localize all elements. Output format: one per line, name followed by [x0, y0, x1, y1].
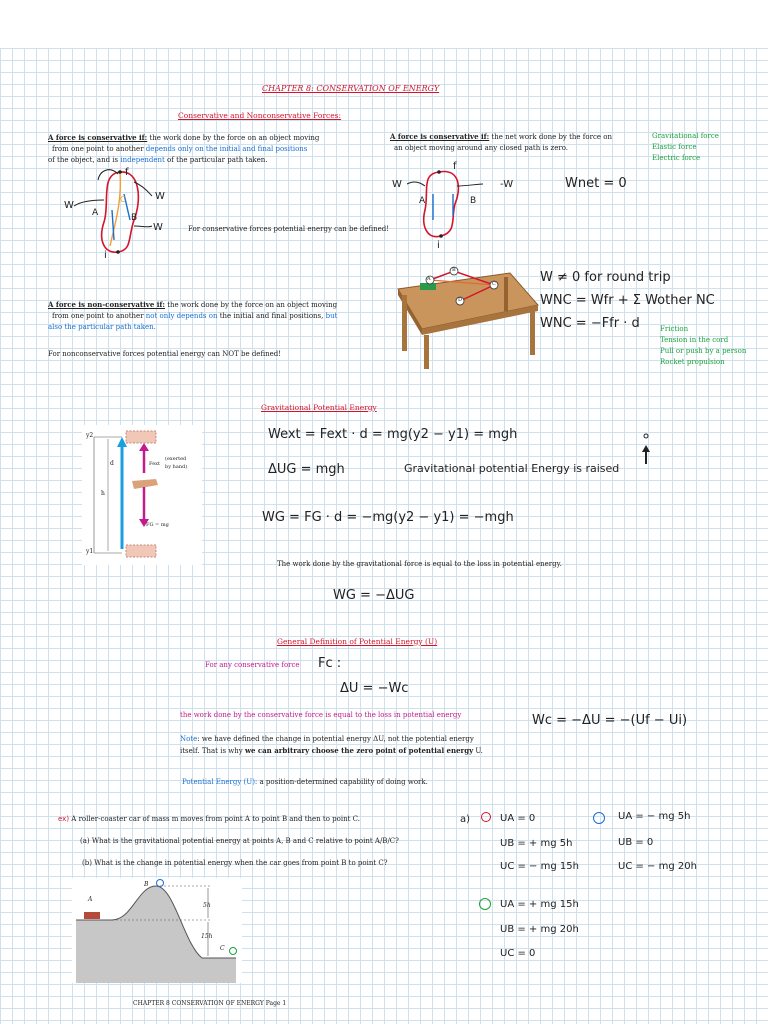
conservative-def-2	[390, 131, 630, 154]
cons1-lead: A force is conservative if:	[48, 133, 148, 142]
page-footer: CHAPTER 8 CONSERVATION OF ENERGY Page 1	[133, 1000, 287, 1007]
hw-c-ua: UA = + mg 15h	[500, 899, 579, 910]
conservative-force-list	[652, 131, 719, 164]
hw-wext: Wext = Fext · d = mg(y2 − y1) = mgh	[268, 427, 518, 442]
cons1-t3b: independent	[120, 156, 165, 164]
hw-a-ua: UA = 0	[500, 813, 536, 824]
path-b-label-2: B	[470, 196, 477, 206]
grav-d-label: d	[110, 460, 114, 467]
noncons-list-item: Tension in the cord	[660, 336, 729, 344]
coaster-point-c: C	[220, 945, 225, 952]
hw-wg: WG = FG · d = −mg(y2 − y1) = −mgh	[262, 510, 514, 525]
note-t2b: we can arbitrary choose the zero point of potential energy	[244, 746, 474, 755]
cons-list-item: Gravitational force	[652, 132, 719, 140]
noncons-t2d: but	[325, 312, 338, 320]
grav-fext-label: Fext	[149, 461, 160, 467]
note-t1: : we have defined the change in potential energy ΔU, not the potential energy	[197, 735, 474, 743]
noncons-t3: also the particular path taken.	[48, 323, 156, 331]
table-diagram	[392, 263, 542, 373]
path-a-label-2: A	[419, 196, 426, 206]
grav-fg-label: FG = mg	[146, 522, 169, 528]
work-label: W	[155, 191, 165, 202]
table-point-d: D	[458, 297, 463, 303]
hw-wnc-friction: WNC = −Ffr · d	[540, 316, 640, 331]
example-intro-text: A roller-coaster car of mass m moves from point A to point B and then to point C.	[69, 815, 360, 823]
work-label: W	[392, 179, 402, 190]
hw-raised: Gravitational potential Energy is raised	[404, 462, 620, 475]
cons1-t3: of the object, and is	[48, 156, 121, 164]
grav-note: The work done by the gravitational force is equal to the loss in potential energy.	[277, 560, 562, 568]
cons1-t1: the work done by the force on an object moving	[147, 134, 320, 142]
point-i-2: i	[437, 240, 440, 251]
work-label: W	[153, 222, 163, 233]
coaster-point-b: B	[144, 881, 149, 888]
note-label: Note	[180, 735, 198, 743]
cons-list-item: Elastic force	[652, 143, 697, 151]
cons2-t1: the net work done by the force on	[489, 133, 612, 141]
noncons-list-item: Pull or push by a person	[660, 347, 747, 355]
grav-figure	[82, 425, 202, 565]
chapter-title: CHAPTER 8: CONSERVATION OF ENERGY	[262, 84, 440, 93]
cons2-lead: A force is conservative if:	[390, 132, 490, 141]
note-block	[180, 734, 510, 757]
point-f-2: f	[453, 161, 457, 172]
cons2-t2: an object moving around any closed path is zero.	[394, 144, 569, 152]
cons-list-item: Electric force	[652, 154, 701, 162]
pe-definition	[182, 777, 428, 788]
grav-y1-label: y1	[86, 548, 94, 555]
conservative-pe-note: For conservative forces potential energy can be defined!	[188, 225, 390, 233]
section-title-forces: Conservative and Nonconservative Forces:	[178, 111, 342, 120]
hw-answer-a-label: a)	[460, 814, 471, 825]
hw-c-uc: UC = 0	[500, 948, 536, 959]
grav-h-label: h	[101, 490, 105, 497]
grav-y2-label: y2	[86, 432, 94, 439]
note-t2c: U.	[473, 747, 483, 755]
nonconservative-def	[48, 299, 368, 333]
question-a: (a) What is the gravitational potential energy at points A, B and C relative to point A/B/C?	[80, 837, 399, 845]
hw-wnet: Wnet = 0	[565, 176, 627, 191]
grav-byhand-label: by hand)	[165, 464, 188, 470]
table-point-b: B	[452, 267, 456, 273]
hw-b-uc: UC = − mg 20h	[618, 861, 697, 872]
noncons-t1: the work done by the force on an object moving	[165, 301, 338, 309]
loss-note: the work done by the conservative force is equal to the loss in potential energy	[180, 711, 462, 719]
noncons-t2c: the initial and final positions,	[217, 312, 326, 320]
example-label: ex)	[58, 815, 70, 823]
pe-def-label: Potential Energy (U):	[182, 778, 258, 786]
any-conservative-force: For any conservative force	[205, 661, 300, 669]
nonconservative-force-list	[660, 324, 746, 368]
cons1-t2: from one point to another	[52, 145, 146, 153]
coaster-point-a: A	[88, 896, 93, 903]
hw-delta-ug: ΔUG = mgh	[268, 462, 345, 477]
coaster-5h-label: 5h	[203, 902, 211, 909]
hw-wg-du: WG = −ΔUG	[333, 588, 415, 603]
cons1-t2b: depends only on the initial and final positions	[145, 145, 308, 153]
hw-c-ub: UB = + mg 20h	[500, 924, 579, 935]
path-a-label: A	[92, 208, 99, 218]
example-intro	[58, 814, 360, 825]
path-b-label: B	[131, 213, 138, 223]
hw-a-uc: UC = − mg 15h	[500, 861, 579, 872]
hw-wc: Wc = −ΔU = −(Uf − Ui)	[532, 713, 688, 728]
cons1-t3c: of the particular path taken.	[164, 156, 268, 164]
noncons-list-item: Rocket propulsion	[660, 358, 725, 366]
point-f-1: f	[125, 167, 129, 178]
raised-arrow-icon	[640, 430, 670, 470]
noncons-t2: from one point to another	[52, 312, 146, 320]
coaster-15h-label: 15h	[201, 933, 213, 940]
hw-fc: Fc :	[318, 656, 342, 671]
noncons-list-item: Friction	[660, 325, 689, 333]
circle-c-icon	[478, 897, 492, 911]
top-margin	[0, 0, 768, 48]
hw-du-wc: ΔU = −Wc	[340, 681, 409, 696]
work-label: W	[64, 200, 74, 211]
note-t2: itself. That is why	[180, 747, 245, 755]
table-point-c: C	[492, 281, 496, 287]
hw-b-ua: UA = − mg 5h	[618, 811, 691, 822]
pe-def-text: a position-determined capability of doing work.	[257, 778, 428, 786]
neg-work-label: -W	[500, 179, 514, 190]
table-point-a: A	[427, 276, 431, 282]
roller-coaster-figure	[72, 878, 242, 983]
nonconservative-pe-note: For nonconservative forces potential energy can NOT be defined!	[48, 350, 282, 358]
general-title: General Definition of Potential Energy (U)	[277, 637, 438, 646]
grav-exerted-label: (exerted	[165, 456, 187, 462]
noncons-t2b: not only depends on	[145, 312, 218, 320]
path-c-label: C	[120, 195, 126, 204]
path-loop-diagram-1	[60, 160, 170, 265]
hw-wnc: WNC = Wfr + Σ Wother NC	[540, 293, 715, 308]
hw-round-trip: W ≠ 0 for round trip	[540, 270, 671, 285]
circle-b-icon	[592, 811, 606, 825]
circle-a-icon	[480, 811, 492, 823]
question-b: (b) What is the change in potential energy when the car goes from point B to point C?	[82, 859, 388, 867]
point-i-1: i	[104, 250, 107, 261]
gravitational-title: Gravitational Potential Energy	[261, 403, 377, 412]
hw-b-ub: UB = 0	[618, 837, 654, 848]
noncons-lead: A force is non-conservative if:	[48, 300, 165, 309]
hw-a-ub: UB = + mg 5h	[500, 838, 573, 849]
